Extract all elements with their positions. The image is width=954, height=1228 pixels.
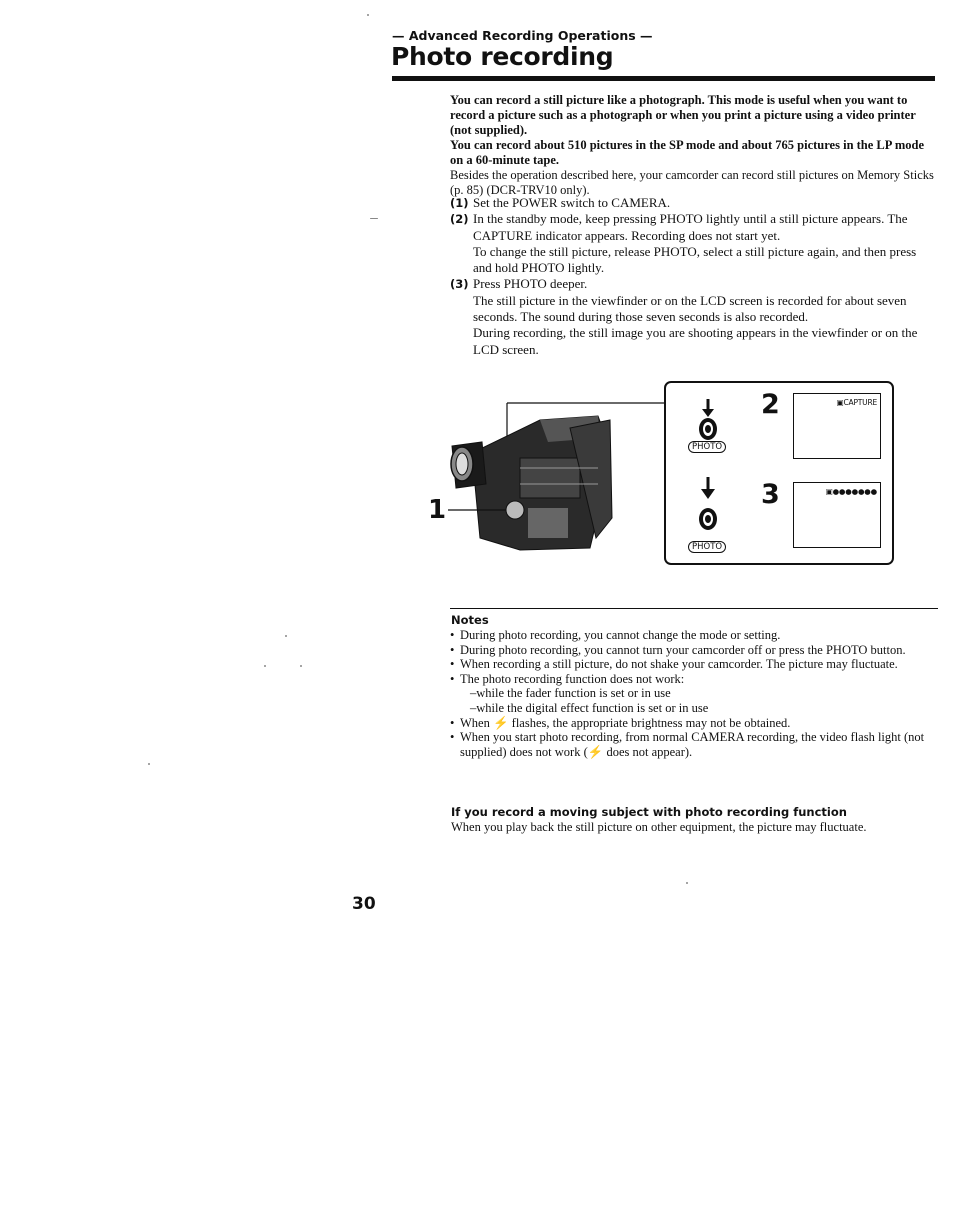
notes-list (450, 628, 928, 759)
scan-speck (285, 635, 287, 637)
bullet-icon: • (450, 671, 455, 686)
title-rule (392, 76, 935, 81)
bullet-icon: • (450, 628, 455, 642)
step-2 (450, 211, 938, 276)
step-line: Set the POWER switch to CAMERA. (473, 195, 671, 210)
note-item: • When recording a still picture, do not shake your camcorder. The picture may fluctuate. (450, 657, 898, 672)
figure-step-3: 3 (761, 479, 780, 510)
bullet-icon: • (450, 657, 455, 672)
camcorder-illustration (420, 398, 670, 558)
note-subitem: –while the fader function is set or in use (470, 686, 671, 701)
step-1 (450, 195, 938, 211)
note-item: • During photo recording, you cannot change the mode or setting. (450, 628, 781, 642)
steps-list (450, 195, 938, 358)
subsection-text: When you play back the still picture on other equipment, the picture may fluctuate. (451, 820, 867, 834)
note-subitem: –while the digital effect function is set or in use (470, 700, 709, 715)
callout-1-label: 1 (428, 495, 447, 525)
bullet-icon: • (450, 642, 455, 657)
photo-button-label: PHOTO (688, 441, 726, 453)
photo-steps-panel (664, 381, 894, 565)
note-item: • During photo recording, you cannot turn your camcorder off or press the PHOTO button. (450, 642, 906, 657)
recording-indicator: ▣●●●●●●● (825, 487, 877, 496)
subsection-heading: If you record a moving subject with photo recording function (451, 805, 847, 819)
step-line: During recording, the still image you are shooting appears in the viewfinder or on the LCD screen. (473, 325, 918, 357)
intro-text (450, 93, 938, 198)
step-number: (1) (450, 196, 469, 210)
step-number: (2) (450, 212, 469, 227)
note-item: • The photo recording function does not work: –while the fader function is set or in use –while the digital effect function is set or in use (450, 672, 928, 716)
scan-speck (300, 665, 302, 667)
notes-rule (450, 608, 938, 609)
capture-indicator: ▣CAPTURE (836, 398, 877, 407)
bullet-icon: • (450, 730, 455, 745)
scan-speck (367, 14, 369, 16)
step-number: (3) (450, 277, 469, 292)
step-line: In the standby mode, keep pressing PHOTO lightly until a still picture appears. The CAPTURE indicator appears. Recording does not start yet. (473, 211, 908, 243)
intro-paragraph: You can record about 510 pictures in the SP mode and about 765 pictures in the LP mode on a 60-minute tape. (450, 138, 924, 167)
step-line: The still picture in the viewfinder or on the LCD screen is recorded for about seven seconds. The sound during those seven seconds is also recorded. (473, 292, 907, 325)
step-3 (450, 276, 938, 357)
step-line: To change the still picture, release PHOTO, select a still picture again, and then press and hold PHOTO lightly. (473, 243, 917, 276)
scan-speck (264, 665, 266, 667)
scan-speck (370, 218, 378, 219)
finger-press-deep-icon (696, 475, 720, 535)
note-item: • When ⚡ flashes, the appropriate brightness may not be obtained. (450, 715, 791, 730)
capture-screen (793, 393, 881, 459)
camera-icon: ▣ (836, 398, 844, 407)
figure-step-2: 2 (761, 389, 780, 420)
page-number: 30 (352, 894, 376, 914)
step-line: Press PHOTO deeper. (473, 276, 588, 292)
camera-icon: ▣ (825, 487, 833, 496)
section-label: — Advanced Recording Operations — (392, 28, 653, 43)
finger-press-light-icon (696, 397, 720, 443)
recording-screen (793, 482, 881, 548)
photo-button-label: PHOTO (688, 541, 726, 553)
scan-speck (686, 882, 688, 884)
note-item: • When you start photo recording, from normal CAMERA recording, the video flash light (not supplied) does not work (⚡ does not appear). (450, 730, 925, 759)
intro-paragraph: Besides the operation described here, your camcorder can record still pictures on Memory Sticks (p. 85) (DCR-TRV10 only). (450, 168, 934, 197)
notes-heading: Notes (451, 613, 489, 627)
intro-paragraph: You can record a still picture like a photograph. This mode is useful when you want to record a picture such as a photograph or when you print a picture using a video printer (not supplied). (450, 93, 916, 137)
page-title: Photo recording (391, 42, 614, 71)
bullet-icon: • (450, 715, 455, 730)
scan-speck (148, 763, 150, 765)
